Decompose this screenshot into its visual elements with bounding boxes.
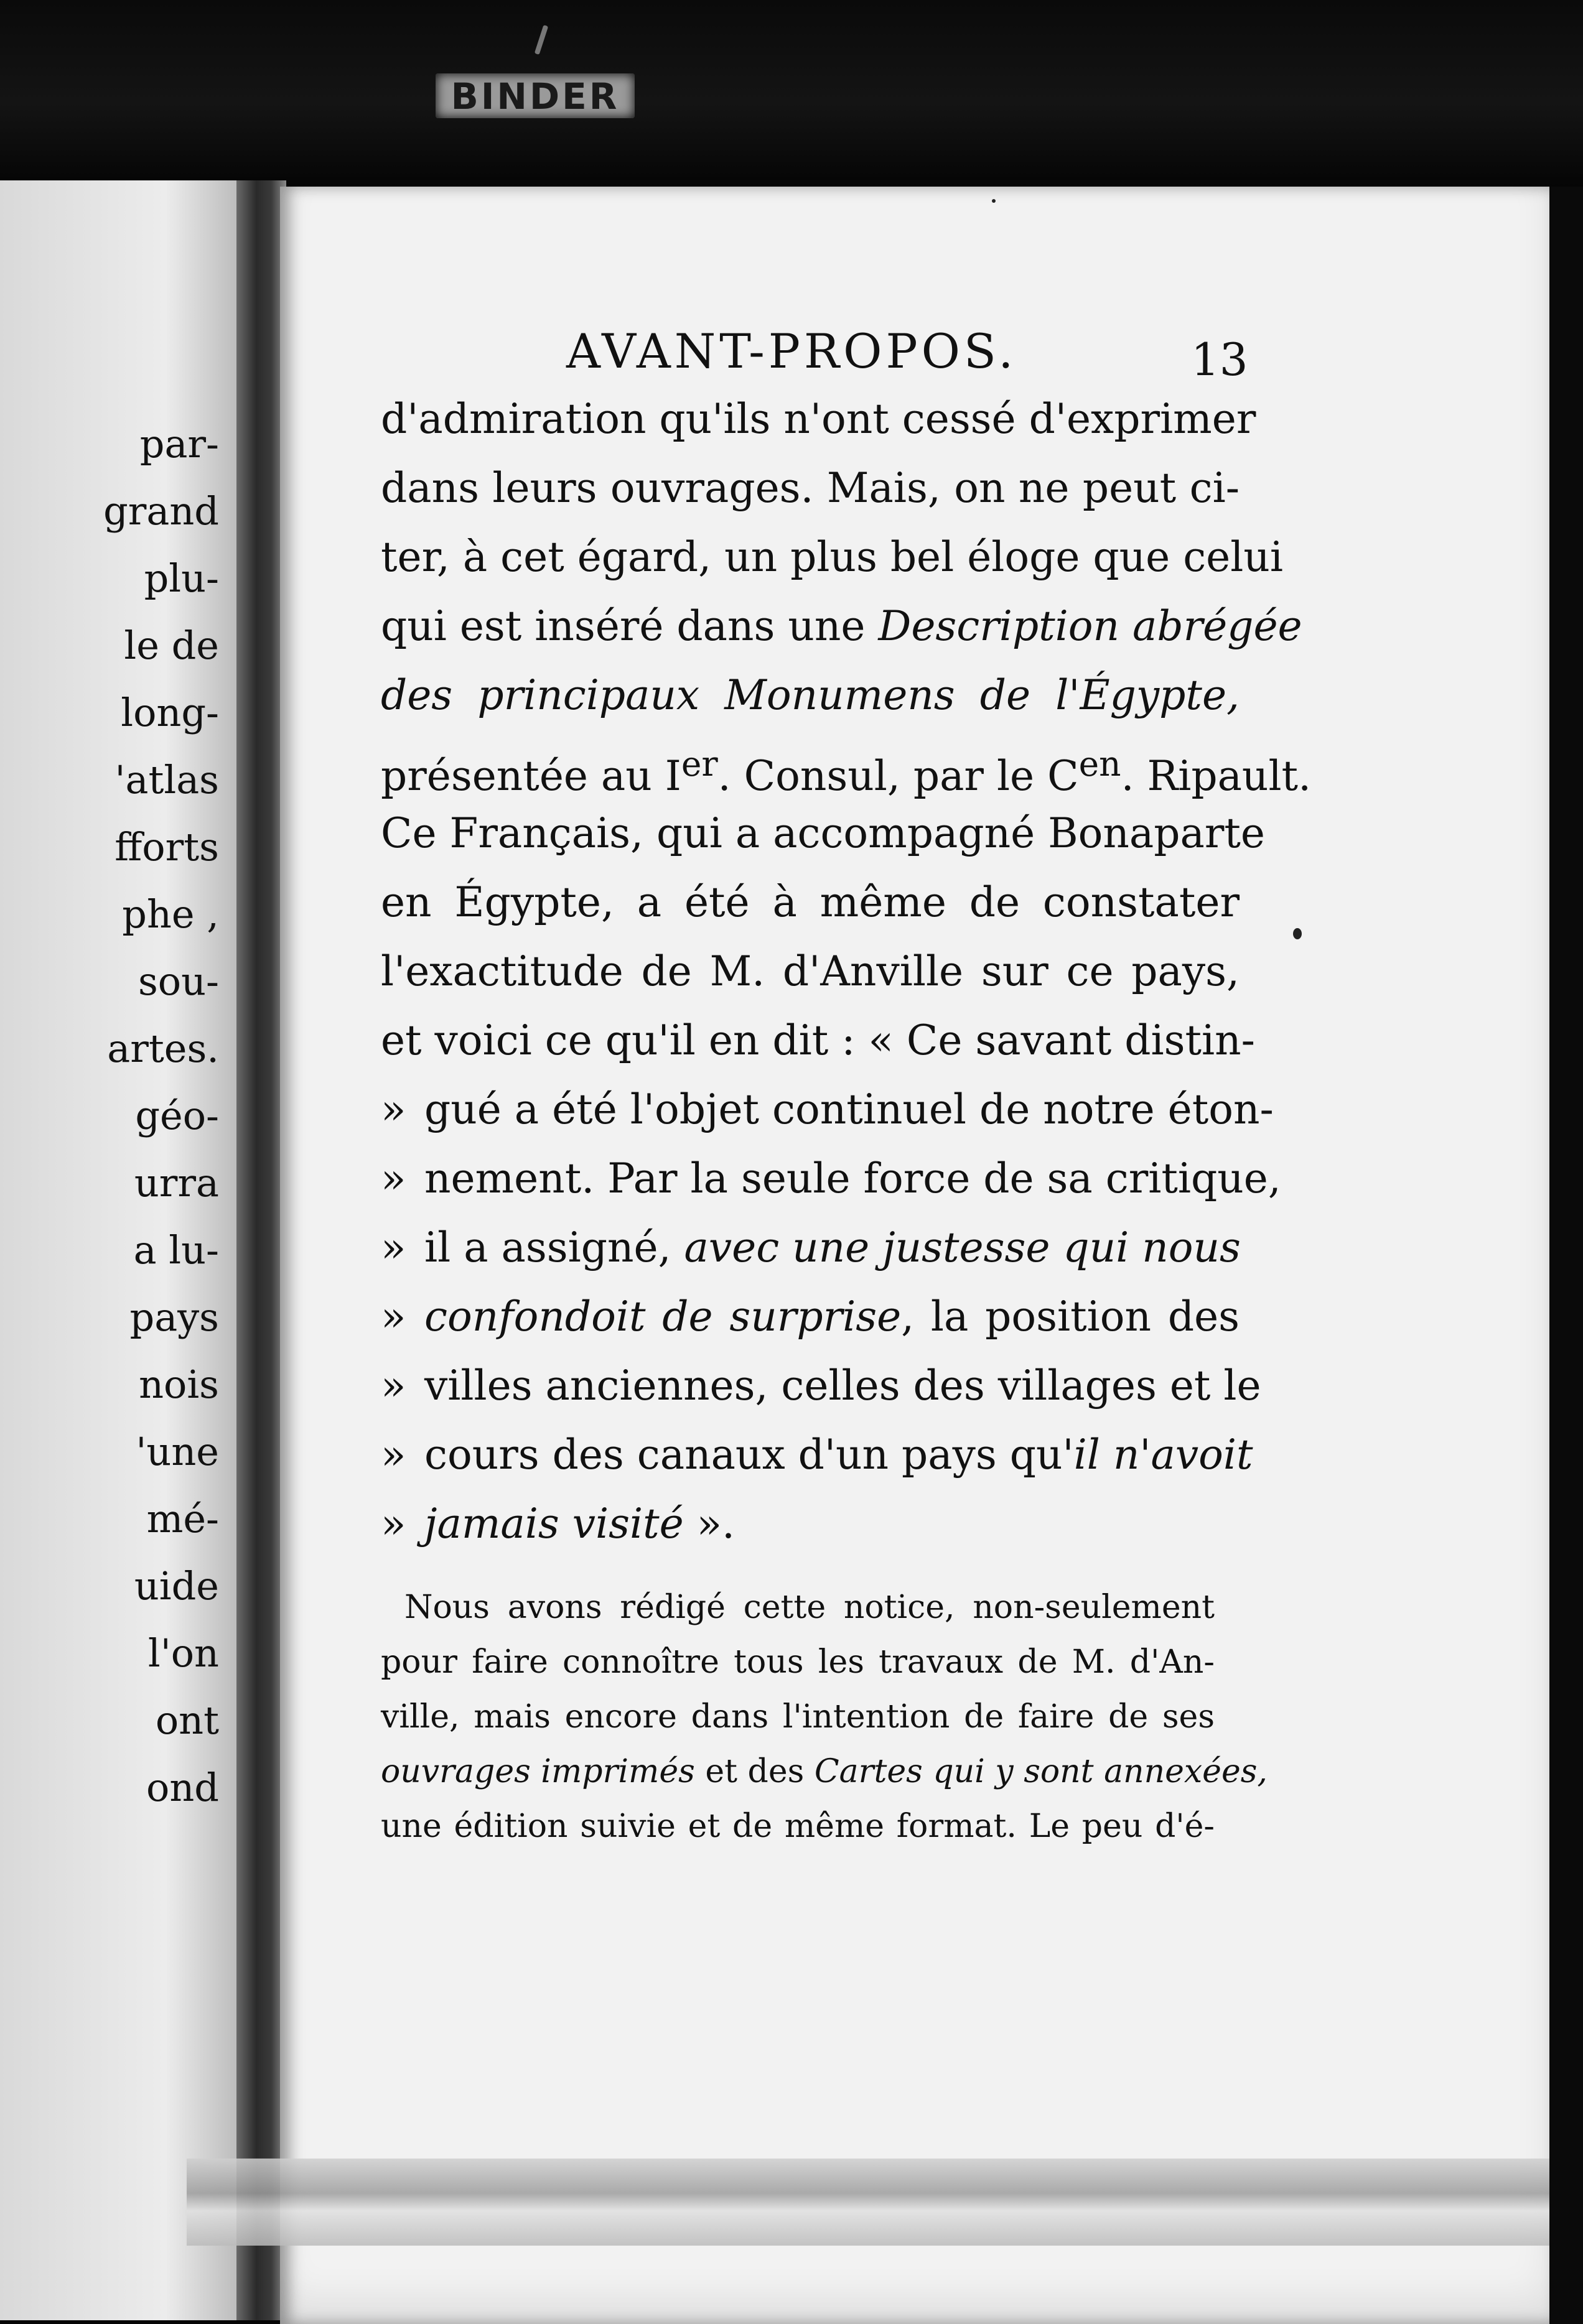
quote-mark: »: [381, 1431, 406, 1479]
right-margin-shadow: [1549, 187, 1583, 2324]
left-fragment: phe ,: [122, 891, 219, 937]
main-text: [381, 384, 1312, 1558]
note-line: [381, 1744, 1268, 1799]
left-fragment: long-: [121, 690, 219, 735]
text-line: [381, 730, 1312, 800]
left-fragment: ont: [155, 1698, 219, 1743]
left-fragment: par-: [139, 421, 219, 467]
text-run: et des: [694, 1753, 815, 1790]
text-line: dans leurs ouvrages. Mais, on ne peut ci-: [381, 464, 1240, 512]
italic-run: avec une justesse qui nous: [684, 1224, 1241, 1271]
note-line: Nous avons rédigé cette notice, non-seulement: [404, 1589, 1215, 1626]
text-line: Ce Français, qui a accompagné Bonaparte: [381, 809, 1265, 857]
running-header: AVANT-PROPOS.: [566, 323, 1017, 379]
superscript: er: [681, 744, 718, 784]
left-fragment: 'une: [136, 1429, 219, 1474]
ink-speck: [992, 199, 996, 203]
left-fragment: 'atlas: [114, 757, 219, 802]
text-line: [381, 1282, 1240, 1351]
italic-run: confondoit de surprise: [424, 1293, 902, 1341]
left-fragment: pays: [129, 1294, 219, 1340]
quote-mark: »: [381, 1155, 406, 1202]
left-fragment: l'on: [147, 1630, 219, 1676]
text-line: [381, 1075, 1274, 1144]
left-fragment: fforts: [114, 824, 219, 870]
note-paragraph: [381, 1580, 1268, 1854]
quote-mark: »: [381, 1224, 406, 1271]
text-run: gué a été l'objet continuel de notre éton-: [424, 1085, 1274, 1133]
left-fragment: le de: [124, 623, 219, 668]
text-line: [381, 1213, 1240, 1282]
text-run: nement. Par la seule force de sa critique,: [424, 1155, 1281, 1202]
text-line: [381, 592, 1302, 661]
text-line: d'admiration qu'ils n'ont cessé d'exprimer: [381, 395, 1256, 443]
superscript: en: [1078, 744, 1121, 784]
italic-run: il n'avoit: [1073, 1431, 1253, 1479]
binder-label: [436, 73, 635, 118]
note-line: ville, mais encore dans l'intention de faire de ses: [381, 1698, 1215, 1736]
quote-mark: »: [381, 1293, 406, 1341]
text-line: [381, 1420, 1253, 1489]
italic-run: ouvrages imprimés: [381, 1753, 695, 1790]
left-fragment: nois: [139, 1362, 219, 1407]
quote-mark: »: [381, 1085, 406, 1133]
text-line: [381, 1351, 1261, 1420]
quote-mark: »: [381, 1362, 406, 1410]
left-fragment: grand: [103, 488, 219, 534]
text-line: [381, 1144, 1281, 1213]
left-page-column: [0, 411, 219, 1821]
book-gutter: [236, 180, 286, 2320]
text-run: villes anciennes, celles des villages et le: [424, 1362, 1261, 1410]
text-line: en Égypte, a été à même de constater: [381, 878, 1240, 926]
text-line: et voici ce qu'il en dit : « Ce savant distin-: [381, 1016, 1255, 1064]
binder-strip: [0, 0, 1583, 187]
left-fragment: artes.: [107, 1026, 219, 1071]
left-fragment: sou-: [138, 959, 219, 1004]
note-line: une édition suivie et de même format. Le peu d'é-: [381, 1808, 1215, 1845]
text-run: cours des canaux d'un pays qu': [424, 1431, 1074, 1479]
text-run: présentée au I: [381, 752, 681, 800]
left-fragment: mé-: [146, 1496, 219, 1541]
text-line: des principaux Monumens de l'Égypte,: [381, 671, 1240, 719]
italic-run: jamais visité: [424, 1500, 684, 1548]
left-fragment: géo-: [135, 1093, 219, 1138]
text-run: il a assigné,: [424, 1224, 684, 1271]
left-fragment: urra: [134, 1160, 219, 1206]
ink-speck: [1293, 928, 1302, 939]
page-bottom-edge: [187, 2159, 1549, 2246]
note-line: pour faire connoître tous les travaux de M. d'An-: [381, 1643, 1215, 1681]
text-run: . Ripault.: [1121, 752, 1312, 800]
text-run: , la position des: [901, 1293, 1240, 1341]
italic-run: Description abrégée: [878, 602, 1302, 650]
left-fragment: uide: [134, 1563, 219, 1609]
left-page: [0, 180, 236, 2320]
binder-label-text: BINDER: [451, 75, 620, 118]
left-fragment: ond: [146, 1765, 219, 1810]
left-fragment: a lu-: [133, 1227, 219, 1273]
text-run: ».: [683, 1500, 735, 1548]
text-line: l'exactitude de M. d'Anville sur ce pays,: [381, 947, 1240, 995]
text-line: ter, à cet égard, un plus bel éloge que celui: [381, 533, 1283, 581]
page-number: 13: [1191, 333, 1248, 386]
text-run: . Consul, par le C: [717, 752, 1079, 800]
text-line: [381, 1489, 1240, 1558]
quote-mark: »: [381, 1500, 406, 1548]
pencil-mark: [535, 25, 548, 55]
text-run: qui est inséré dans une: [381, 602, 879, 650]
left-fragment: plu-: [144, 555, 219, 601]
italic-run: Cartes qui y sont annexées,: [814, 1753, 1268, 1790]
